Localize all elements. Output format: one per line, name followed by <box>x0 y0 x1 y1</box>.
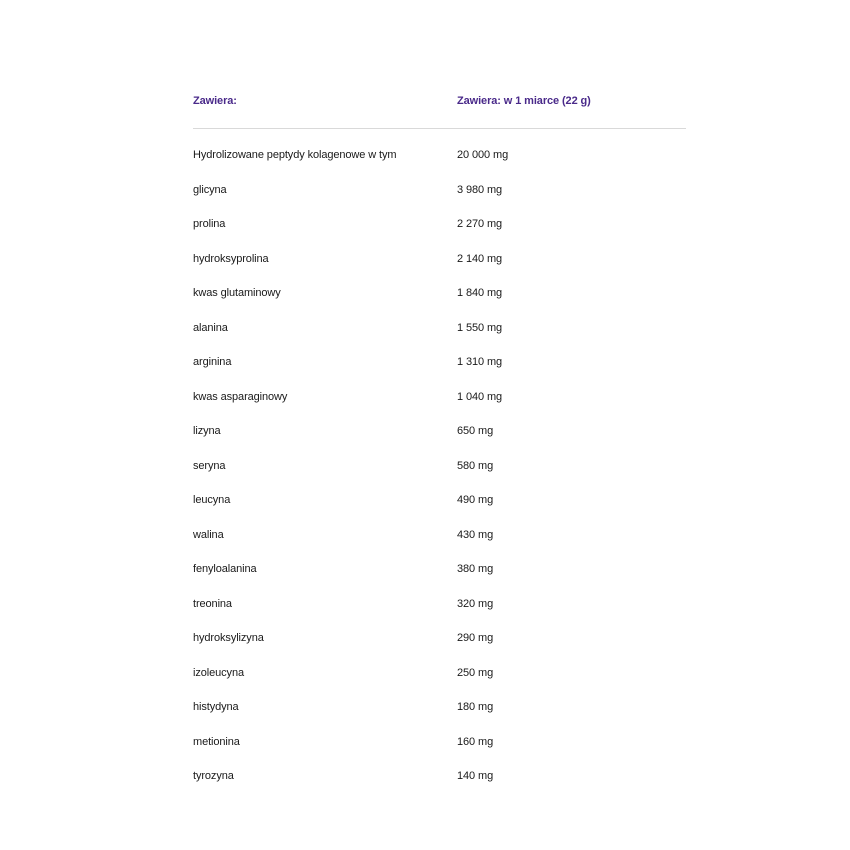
table-header <box>193 87 686 115</box>
ingredient-amount: 650 mg <box>457 425 494 438</box>
ingredient-name: hydroksylizyna <box>193 632 264 645</box>
ingredient-name: alanina <box>193 321 228 334</box>
ingredient-name: hydroksyprolina <box>193 252 269 265</box>
ingredient-name: kwas asparaginowy <box>193 390 288 403</box>
ingredient-amount: 250 mg <box>457 666 494 679</box>
ingredient-name: prolina <box>193 218 226 231</box>
table-row <box>193 621 686 656</box>
table-body <box>193 138 686 794</box>
table-row <box>193 207 686 242</box>
header-ingredient-label: Zawiera: <box>193 95 237 107</box>
ingredient-name: histydyna <box>193 701 239 714</box>
table-row <box>193 759 686 794</box>
table-row <box>193 449 686 484</box>
ingredient-name: leucyna <box>193 494 231 507</box>
ingredient-name: glicyna <box>193 183 227 196</box>
ingredient-amount: 380 mg <box>457 563 494 576</box>
table-row <box>193 173 686 208</box>
ingredient-name: Hydrolizowane peptydy kolagenowe w tym <box>193 149 397 162</box>
table-row <box>193 345 686 380</box>
ingredient-amount: 160 mg <box>457 735 494 748</box>
ingredient-amount: 2 140 mg <box>457 252 503 265</box>
ingredient-name: treonina <box>193 597 232 610</box>
table-row <box>193 311 686 346</box>
ingredient-name: metionina <box>193 735 240 748</box>
table-row <box>193 138 686 173</box>
ingredient-amount: 1 310 mg <box>457 356 503 369</box>
table-row <box>193 483 686 518</box>
table-row <box>193 380 686 415</box>
ingredient-name: izoleucyna <box>193 666 244 679</box>
ingredient-amount: 320 mg <box>457 597 494 610</box>
ingredient-amount: 2 270 mg <box>457 218 503 231</box>
ingredient-name: seryna <box>193 459 226 472</box>
header-amount-label: Zawiera: w 1 miarce (22 g) <box>457 95 591 107</box>
ingredient-name: tyrozyna <box>193 770 234 783</box>
composition-table <box>193 87 686 794</box>
table-row <box>193 414 686 449</box>
ingredient-amount: 1 840 mg <box>457 287 503 300</box>
ingredient-amount: 580 mg <box>457 459 494 472</box>
header-divider <box>193 128 686 129</box>
ingredient-name: arginina <box>193 356 232 369</box>
ingredient-name: walina <box>193 528 224 541</box>
ingredient-amount: 140 mg <box>457 770 494 783</box>
ingredient-amount: 180 mg <box>457 701 494 714</box>
ingredient-amount: 430 mg <box>457 528 494 541</box>
table-row <box>193 276 686 311</box>
ingredient-amount: 1 550 mg <box>457 321 503 334</box>
table-row <box>193 518 686 553</box>
ingredient-amount: 290 mg <box>457 632 494 645</box>
ingredient-amount: 1 040 mg <box>457 390 503 403</box>
table-row <box>193 242 686 277</box>
table-row <box>193 552 686 587</box>
ingredient-name: fenyloalanina <box>193 563 257 576</box>
table-row <box>193 587 686 622</box>
table-row <box>193 656 686 691</box>
table-row <box>193 690 686 725</box>
table-row <box>193 725 686 760</box>
ingredient-amount: 20 000 mg <box>457 149 509 162</box>
ingredient-amount: 3 980 mg <box>457 183 503 196</box>
ingredient-name: kwas glutaminowy <box>193 287 281 300</box>
ingredient-amount: 490 mg <box>457 494 494 507</box>
ingredient-name: lizyna <box>193 425 221 438</box>
